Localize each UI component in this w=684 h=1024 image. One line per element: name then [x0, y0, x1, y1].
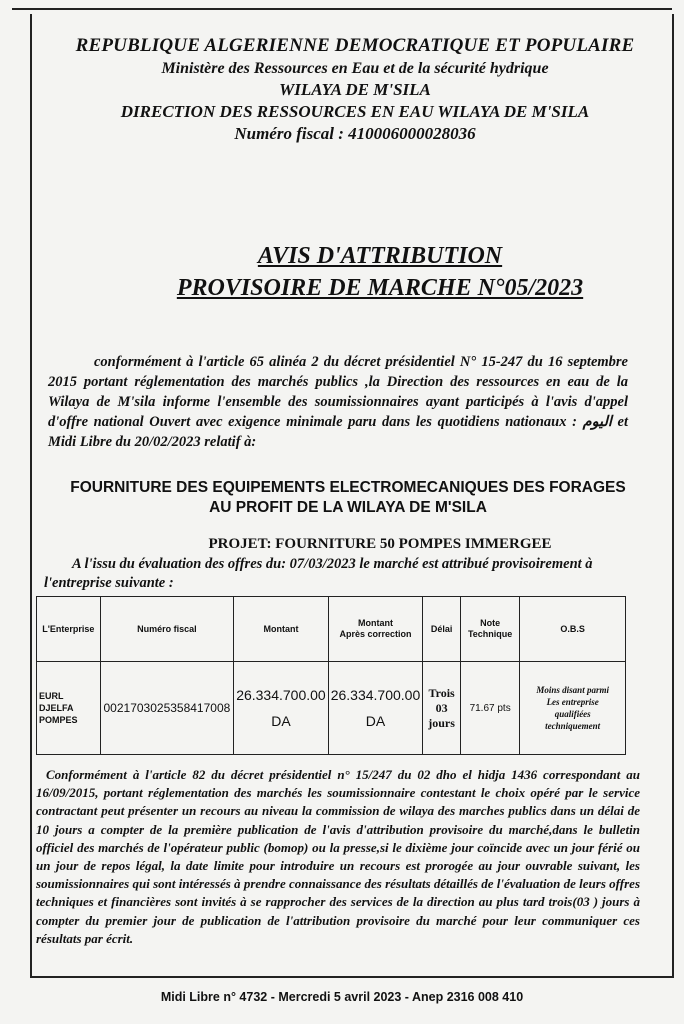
recourse-paragraph: Conformément à l'article 82 du décret présidentiel n° 15/247 du 02 dho el hidja 1436 correspondant au 16/09/2015, portant réglementation des marchés les soumissionnaire contestant le choix opéré par le service contractant peut présenter un recours au niveau la commission de wilaya des marches publics dans un délai de 10 jours a compter de la première publication de l'avis d'attribution provisoire du marché,dans le bulletin officiel des marchés de l'opérateur public (bomop) ou la presse,si le dixième jour coïncide avec un jour férié ou un jour de repos légal, la date limite pour introduire un recours est prorogée au jour ouvrable suivant, les soumissionnaires qui sont intéressés à prendre connaissance des résultats détaillés de l'évaluation de leurs offres techniques et financières sont invités à se rapprocher des services de la direction au plus tard trois(03 ) jours à compter du premier jour de publication de l'attribution provisoire du marché pour leur communiquer ces résultats par écrit.: [36, 767, 640, 946]
header-montant: Montant: [234, 597, 329, 662]
header-note-line1: Note: [480, 618, 501, 628]
cell-delai: [423, 662, 461, 755]
header-delai: Délai: [423, 597, 461, 662]
obs-line2: Les entreprise: [546, 697, 599, 707]
ministry-heading: Ministère des Ressources en Eau et de la sécurité hydrique: [161, 60, 549, 77]
intro-paragraph: conformément à l'article 65 alinéa 2 du décret présidentiel N° 15-247 du 16 septembre 2015 portant réglementation des marchés publics ,la Direction des ressources en eau de la Wilaya de M'sila informe l'ensemble des soumissionnaires ayant participés à l'avis d'appel d'offre national Ouvert avec exigence minimale paru dans les quotidiens nationaux : اليوم et Midi Libre du 20/02/2023 relatif à:: [48, 354, 628, 450]
cell-note: 71.67 pts: [460, 662, 519, 755]
top-border-line: [12, 8, 672, 10]
obs-line1: Moins disant parmi: [536, 685, 609, 695]
header-entreprise: L'Enterprise: [37, 597, 101, 662]
delai-line2: 03: [435, 700, 448, 715]
entreprise-line3: POMPES: [39, 715, 78, 725]
publication-footer: Midi Libre n° 4732 - Mercredi 5 avril 2023 - Anep 2316 008 410: [160, 990, 524, 1004]
header-obs: O.B.S: [520, 597, 626, 662]
letterhead: [40, 34, 670, 145]
delai-line3: jours: [428, 715, 455, 730]
notice-title: [40, 240, 684, 304]
header-fiscal: Numéro fiscal: [100, 597, 234, 662]
evaluation-paragraph: A l'issu du évaluation des offres du: 07/03/2023 le marché est attribué provisoirement à l'entreprise suivante :: [44, 556, 593, 591]
direction-heading: DIRECTION DES RESSOURCES EN EAU WILAYA DE M'SILA: [120, 102, 590, 121]
header-montant-correction: [328, 597, 423, 662]
subject-heading: FOURNITURE DES EQUIPEMENTS ELECTROMECANIQUES DES FORAGES AU PROFIT DE LA WILAYA DE M'SILA: [70, 479, 626, 516]
header-montant-correction-line2: Après correction: [339, 629, 412, 639]
table-header-row: [37, 597, 626, 662]
montant-correction-unit: DA: [365, 713, 386, 729]
cell-fiscal: 002170302535841700​8: [100, 662, 234, 755]
republic-heading: REPUBLIQUE ALGERIENNE DEMOCRATIQUE ET POPULAIRE: [75, 35, 635, 56]
title-line-1: AVIS D'ATTRIBUTION: [257, 243, 503, 269]
header-montant-correction-line1: Montant: [357, 618, 393, 628]
delai-line1: Trois: [428, 685, 455, 700]
cell-montant-correction: [328, 662, 423, 755]
cell-montant: [234, 662, 329, 755]
entreprise-line2: DJELFA: [39, 703, 74, 713]
header-note-line2: Technique: [467, 629, 513, 639]
fiscal-number: Numéro fiscal : 410006000028036: [234, 124, 476, 143]
obs-line4: techniquement: [545, 721, 601, 731]
project-line: PROJET: FOURNITURE 50 POMPES IMMERGEE: [208, 536, 552, 552]
montant-unit: DA: [271, 713, 291, 729]
montant-value: 26.334.700.00: [236, 687, 326, 703]
header-note: [460, 597, 519, 662]
obs-line3: qualifiées: [554, 709, 591, 719]
title-line-2: PROVISOIRE DE MARCHE N°05/2023: [176, 275, 584, 301]
entreprise-line1: EURL: [39, 691, 64, 701]
wilaya-heading: WILAYA DE M'SILA: [279, 80, 431, 99]
cell-entreprise: [37, 662, 101, 755]
montant-correction-value: 26.334.700.00: [330, 687, 421, 703]
cell-obs: [520, 662, 626, 755]
award-table: [36, 596, 626, 755]
table-row: [37, 662, 626, 755]
